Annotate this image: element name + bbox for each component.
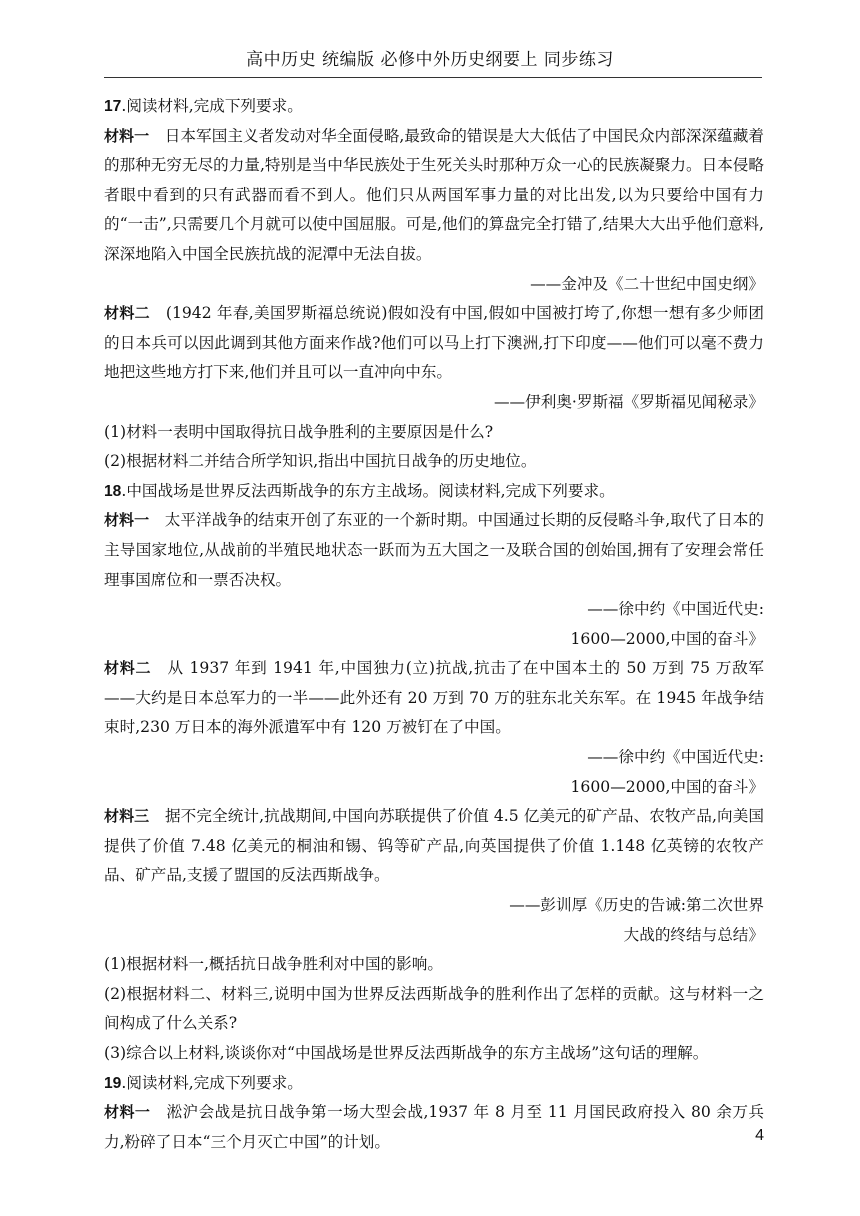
q18-material-3-source-line-1: ——彭训厚《历史的告诫:第二次世界 xyxy=(509,896,764,915)
material-label: 材料一 xyxy=(104,126,150,145)
material-text: 太平洋战争的结束开创了东亚的一个新时期。中国通过长期的反侵略斗争,取代了日本的主导国家地位,从战前的半殖民地状态一跃而为五大国之一及联合国的创始国,拥有了安理会常任理事国席位和一票否决权。 xyxy=(104,511,764,589)
q18-material-2 xyxy=(104,654,764,743)
q18-material-1-source-line-2: 1600—2000,中国的奋斗》 xyxy=(570,629,764,648)
question-stem-text: .阅读材料,完成下列要求。 xyxy=(121,1073,303,1092)
material-text: 淞沪会战是抗日战争第一场大型会战,1937 年 8 月至 11 月国民政府投入 80 余万兵力,粉碎了日本“三个月灭亡中国”的计划。 xyxy=(104,1103,764,1151)
q18-subquestion-1: (1)根据材料一,概括抗日战争胜利对中国的影响。 xyxy=(104,955,443,974)
q18-material-3-source-line-2: 大战的终结与总结》 xyxy=(623,925,764,944)
material-label: 材料一 xyxy=(104,1103,151,1122)
q18-subquestion-2: (2)根据材料二、材料三,说明中国为世界反法西斯战争的胜利作出了怎样的贡献。这与材料一之间构成了什么关系? xyxy=(104,984,764,1033)
q17-material-1-source: ——金冲及《二十世纪中国史纲》 xyxy=(530,274,764,293)
material-text: 日本军国主义者发动对华全面侵略,最致命的错误是大大低估了中国民众内部深深蕴藏着的那种无穷无尽的力量,特别是当中华民族处于生死关头时那种万众一心的民族凝聚力。日本侵略者眼中看到的只有武器而看不到人。他们只从两国军事力量的对比出发,以为只要给中国有力的“一击”,只需要几个月就可以使中国屈服。可是,他们的算盘完全打错了,结果大大出乎他们意料,深深地陷入中国全民族抗战的泥潭中无法自拔。 xyxy=(104,126,764,263)
question-stem-text: .中国战场是世界反法西斯战争的东方主战场。阅读材料,完成下列要求。 xyxy=(121,481,615,500)
material-label: 材料三 xyxy=(104,807,150,826)
q19-material-1 xyxy=(104,1098,764,1157)
question-17-stem xyxy=(104,92,764,122)
page-content xyxy=(104,92,764,1157)
page-header: 高中历史 统编版 必修中外历史纲要上 同步练习 xyxy=(246,50,614,70)
q17-material-2-source: ——伊利奥·罗斯福《罗斯福见闻秘录》 xyxy=(493,392,764,411)
question-number: 17 xyxy=(104,98,122,115)
q18-material-1 xyxy=(104,506,764,595)
q17-subquestion-2: (2)根据材料二并结合所学知识,指出中国抗日战争的历史地位。 xyxy=(104,452,537,471)
q17-material-1 xyxy=(104,122,764,270)
material-text: (1942 年春,美国罗斯福总统说)假如没有中国,假如中国被打垮了,你想一想有多少师团的日本兵可以因此调到其他方面来作战?他们可以马上打下澳洲,打下印度——他们可以毫不费力地把这些地方打下来,他们并且可以一直冲向中东。 xyxy=(104,304,764,382)
material-label: 材料一 xyxy=(104,511,150,530)
page-number: 4 xyxy=(755,1127,764,1144)
q17-subquestion-1: (1)材料一表明中国取得抗日战争胜利的主要原因是什么? xyxy=(104,422,494,441)
material-label: 材料二 xyxy=(104,304,150,323)
question-number: 19 xyxy=(104,1074,122,1092)
material-label: 材料二 xyxy=(104,659,152,678)
material-text: 从 1937 年到 1941 年,中国独力(立)抗战,抗击了在中国本土的 50 万到 75 万敌军——大约是日本总军力的一半——此外还有 20 万到 70 万的驻东北关东军。在 1945 年战争结束时,230 万日本的海外派遣军中有 120 万被钉在了中国。 xyxy=(104,659,764,737)
q18-material-2-source-line-2: 1600—2000,中国的奋斗》 xyxy=(570,777,764,796)
q18-material-3 xyxy=(104,802,764,891)
q17-material-2 xyxy=(104,299,764,388)
question-19-stem xyxy=(104,1069,764,1099)
question-stem-text: .阅读材料,完成下列要求。 xyxy=(121,97,303,115)
header-rule xyxy=(104,77,762,78)
q18-material-2-source-line-1: ——徐中约《中国近代史: xyxy=(587,748,764,767)
q18-material-1-source-line-1: ——徐中约《中国近代史: xyxy=(587,600,764,619)
question-18-stem xyxy=(104,477,764,507)
material-text: 据不完全统计,抗战期间,中国向苏联提供了价值 4.5 亿美元的矿产品、农牧产品,向美国提供了价值 7.48 亿美元的桐油和锡、钨等矿产品,向英国提供了价值 1.148 亿英镑的农牧产品、矿产品,支援了盟国的反法西斯战争。 xyxy=(104,807,764,885)
q18-subquestion-3: (3)综合以上材料,谈谈你对“中国战场是世界反法西斯战争的东方主战场”这句话的理解。 xyxy=(104,1044,709,1062)
question-number: 18 xyxy=(104,482,122,500)
